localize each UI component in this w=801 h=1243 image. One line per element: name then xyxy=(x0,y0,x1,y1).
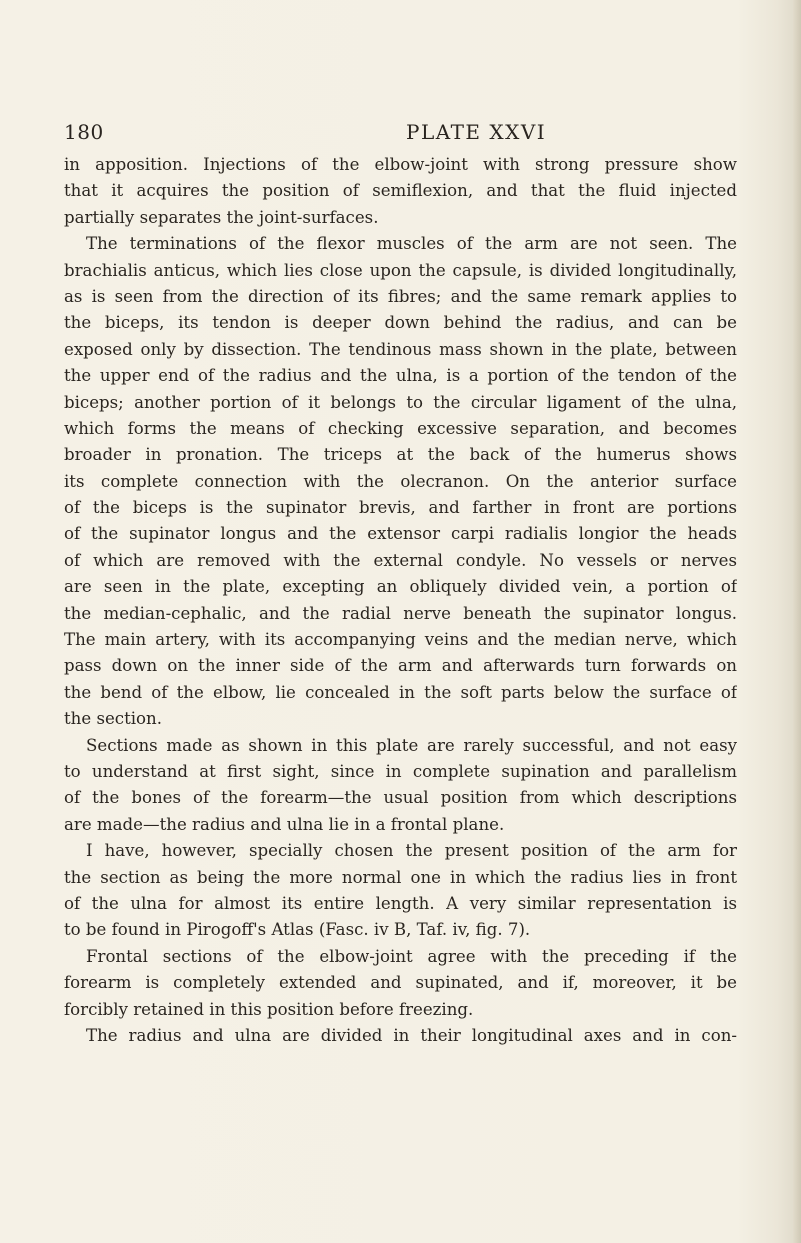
text-line: The terminations of the flexor muscles of the arm are not seen. The xyxy=(86,234,737,254)
text-line: in apposition. Injections of the elbow-joint with strong pressure show xyxy=(64,155,737,174)
text-line: I have, however, specially chosen the present position of the arm for xyxy=(86,841,737,861)
text-line: biceps; another portion of it belongs to the circular ligament of the ulna, xyxy=(64,392,737,412)
text-line: which forms the means of checking excessive separation, and becomes xyxy=(64,418,737,438)
text-line: forearm is completely extended and supinated, and if, moreover, it be xyxy=(64,973,737,993)
text-line: its complete connection with the olecranon. On the anterior surface xyxy=(64,471,737,491)
text-line: the bend of the elbow, lie concealed in the soft parts below the surface of xyxy=(64,682,737,702)
text-line: Sections made as shown in this plate are rarely successful, and not easy xyxy=(86,735,737,755)
text-line: that it acquires the position of semiflexion, and that the fluid injected xyxy=(64,181,737,201)
text-line: are made—the radius and ulna lie in a frontal plane. xyxy=(64,814,505,834)
text-line: of the biceps is the supinator brevis, and farther in front are portions xyxy=(64,498,737,518)
text-line: of the supinator longus and the extensor carpi radialis longior the heads xyxy=(64,524,737,544)
text-line: to understand at first sight, since in complete supination and parallelism xyxy=(64,761,737,781)
text-line: of the ulna for almost its entire length. A very similar representation is xyxy=(64,893,737,913)
text-line: to be found in Pirogoff's Atlas (Fasc. iv B, Taf. iv, fig. 7). xyxy=(64,920,531,940)
text-line: exposed only by dissection. The tendinous mass shown in the plate, between xyxy=(64,339,737,359)
text-line: of which are removed with the external condyle. No vessels or nerves xyxy=(64,550,737,570)
text-line: the biceps, its tendon is deeper down behind the radius, and can be xyxy=(64,313,737,333)
text-line: the section. xyxy=(64,709,163,729)
page-number: 180 xyxy=(64,120,104,144)
text-line: brachialis anticus, which lies close upon the capsule, is divided longitudinally, xyxy=(64,260,737,280)
text-line: the median-cephalic, and the radial nerve beneath the supinator longus. xyxy=(64,603,737,623)
text-line: the upper end of the radius and the ulna, is a portion of the tendon of the xyxy=(64,366,737,386)
page-header xyxy=(64,120,734,150)
text-line: of the bones of the forearm—the usual position from which descriptions xyxy=(64,788,737,808)
text-line: Frontal sections of the elbow-joint agree with the preceding if the xyxy=(86,946,737,966)
text-line: partially separates the joint-surfaces. xyxy=(64,207,379,227)
text-line: The main artery, with its accompanying veins and the median nerve, which xyxy=(64,630,737,650)
text-line: the section as being the more normal one in which the radius lies in front xyxy=(64,867,737,887)
text-line: forcibly retained in this position before freezing. xyxy=(64,999,474,1019)
body-text xyxy=(64,152,737,1049)
text-line: as is seen from the direction of its fibres; and the same remark applies to xyxy=(64,286,737,306)
text-line: are seen in the plate, excepting an obliquely divided vein, a portion of xyxy=(64,577,737,597)
text-line: broader in pronation. The triceps at the back of the humerus shows xyxy=(64,445,737,465)
running-title: PLATE XXVI xyxy=(406,120,547,144)
page-edge-shadow xyxy=(793,0,801,1243)
text-line: The radius and ulna are divided in their longitudinal axes and in con- xyxy=(86,1025,737,1045)
text-line: pass down on the inner side of the arm and afterwards turn forwards on xyxy=(64,656,737,676)
